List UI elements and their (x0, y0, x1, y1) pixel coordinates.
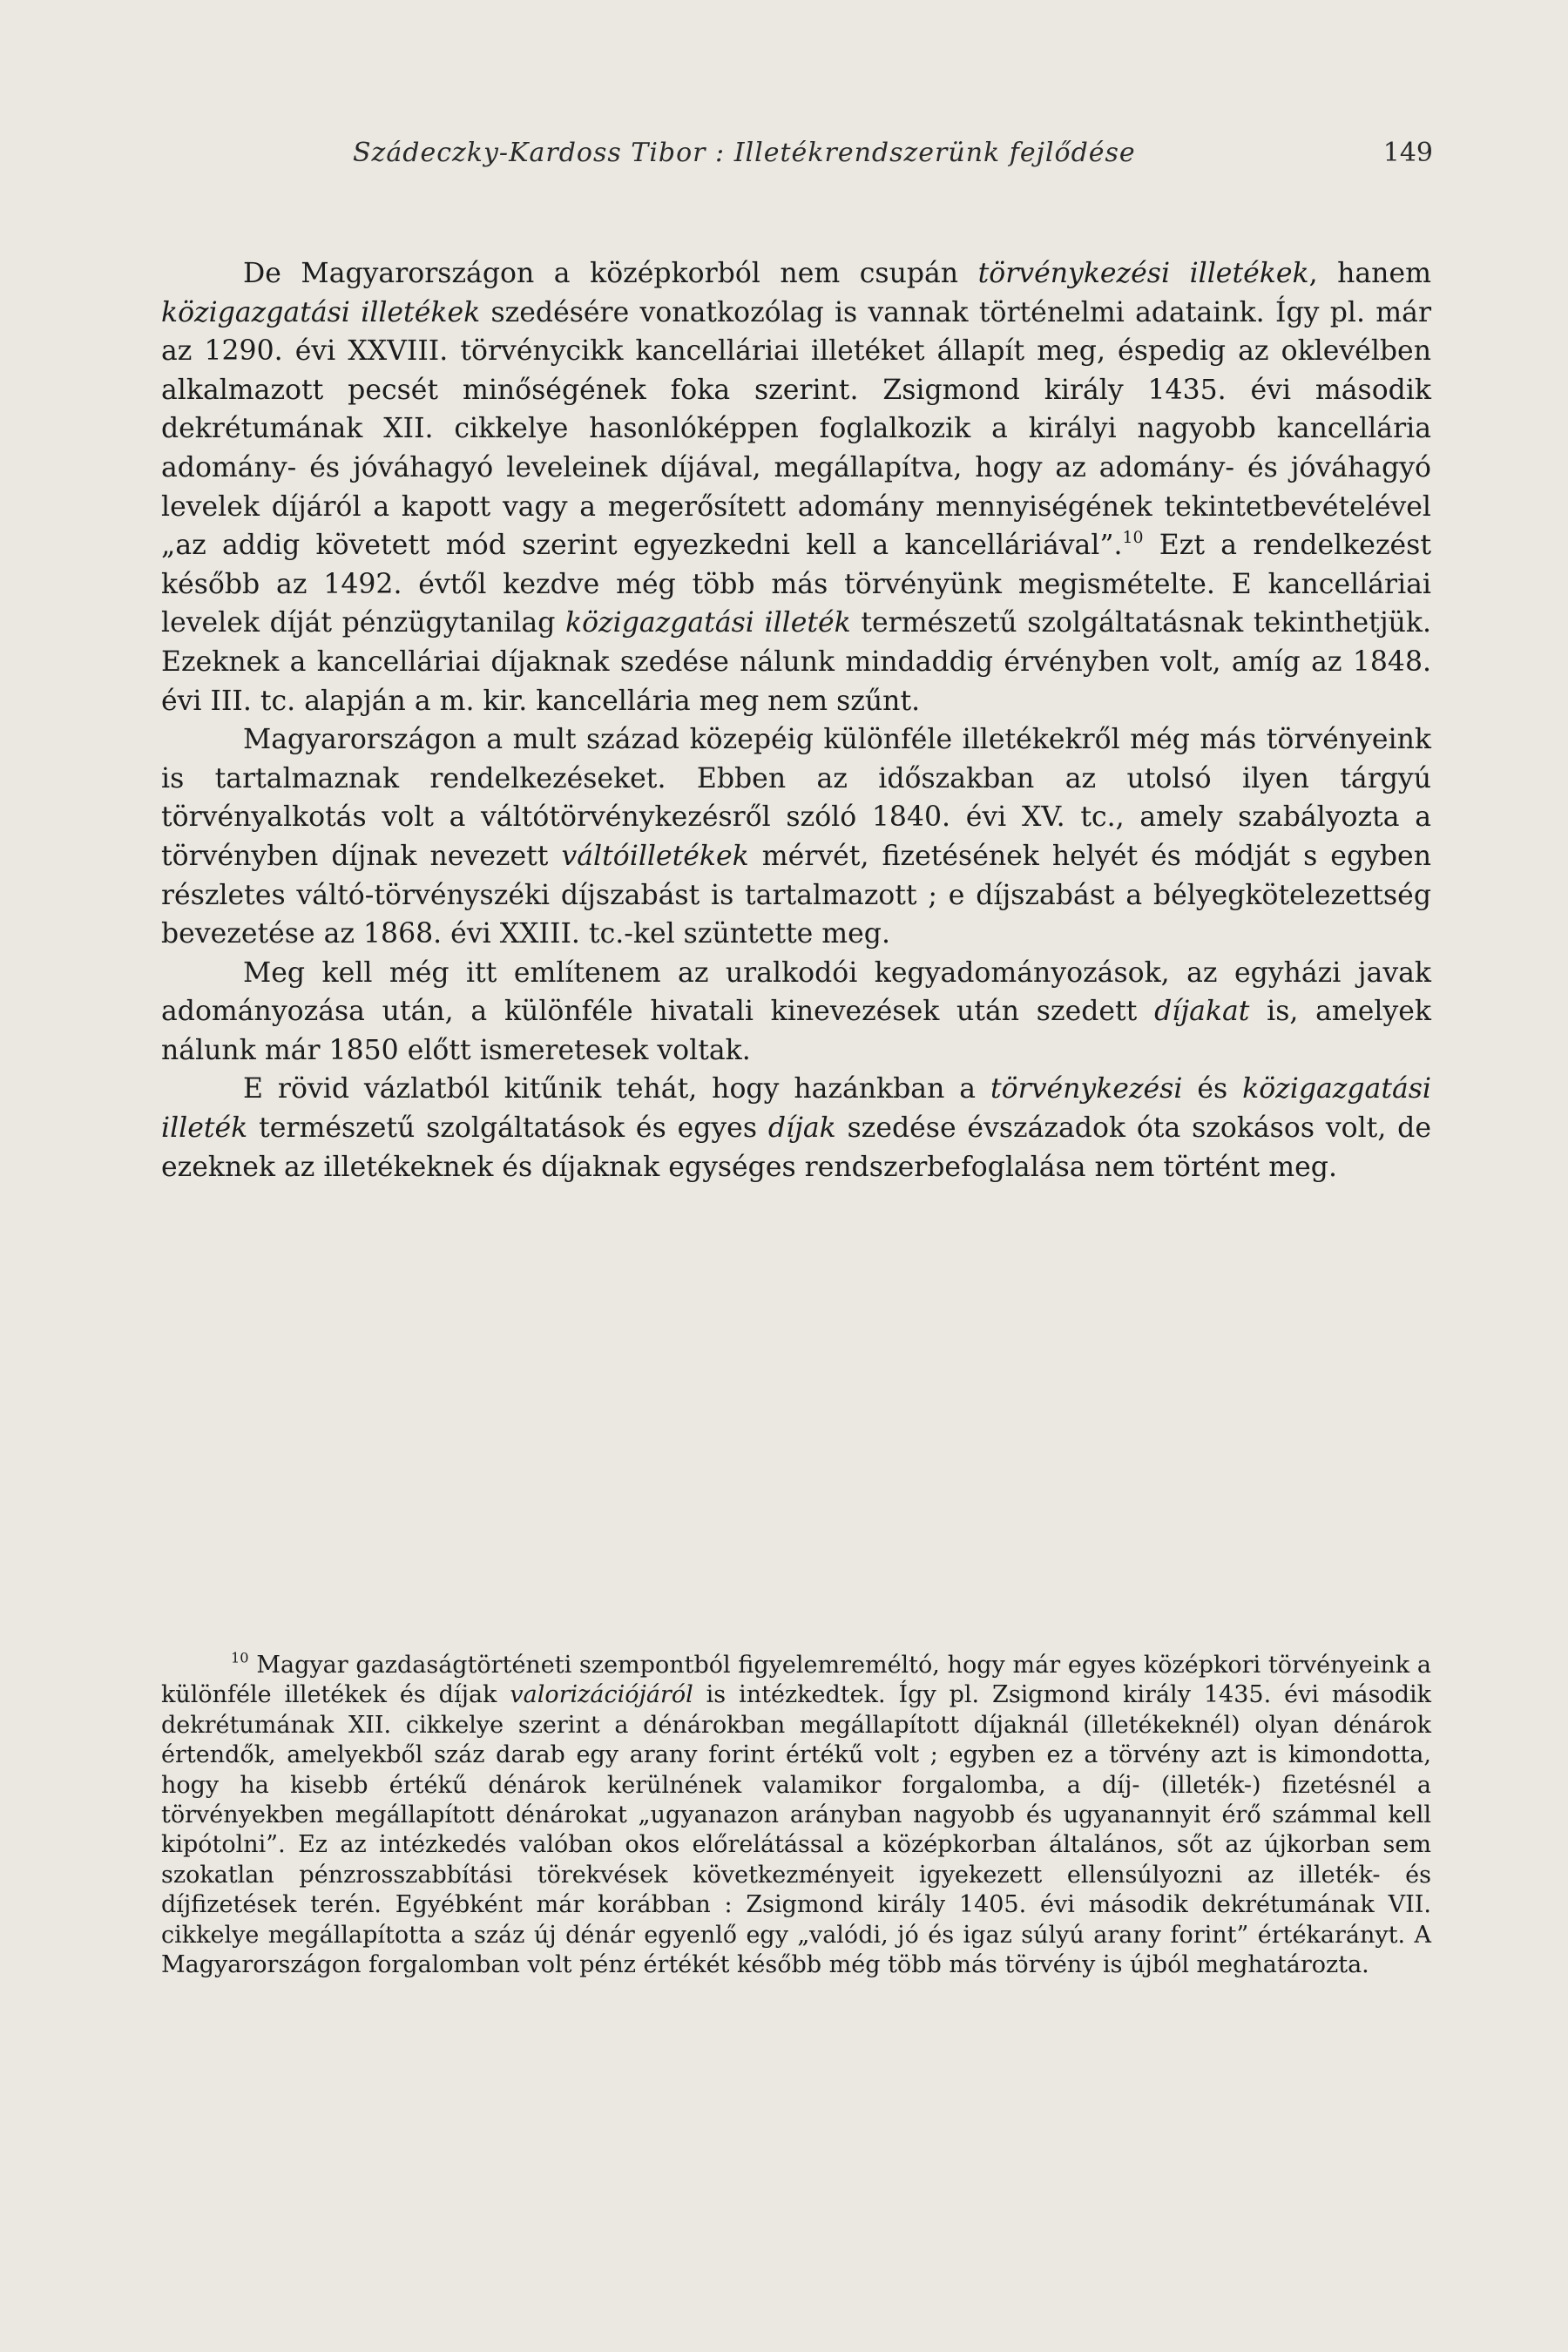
text-run: is intézkedtek. Így pl. Zsigmond király 1435. évi második dekrétumának XII. cikkelye szerint a dénárokban megállapított díjaknál (illetékeknél) olyan dénárok értendők, amelyekből száz darab egy arany forint értékű volt ; egyben ez a törvény azt is kimondotta, hogy ha kisebb értékű dénárok kerülnének valamikor forgalomba, a díj- (illeték-) fizetésnél a törvényekben megállapított dénárokat „ugyanazon arányban nagyobb és ugyanannyit érő számmal kell kipótolni”. Ez az intézkedés valóban okos előrelátással a középkorban általános, sőt az újkorban sem szokatlan pénzrosszabbítási törekvések következményeit igyekezett ellensúlyozni az illeték- és díjfizetések terén. Egyébként már korábban : Zsigmond király 1405. évi második dekrétumának VII. cikkelye megállapította a száz új dénár egyenlő egy „valódi, jó és igaz súlyú arany forint” értékarányt. A Magyarországon forgalomban volt pénz értékét később még több más törvény is újból meghatározta. (161, 1681, 1431, 1979)
paragraph (161, 1070, 1431, 1186)
text-run: E rövid vázlatból kitűnik tehát, hogy hazánkban a (243, 1073, 991, 1105)
running-head (161, 138, 1433, 172)
page-number: 149 (1382, 138, 1433, 168)
paragraph (161, 954, 1431, 1071)
emphasis: törvénykezési illetékek (977, 258, 1309, 289)
text-run: is, amelyek nálunk már 1850 előtt ismeretesek voltak. (161, 996, 1432, 1066)
text-run: szedése évszázadok óta szokásos volt, de ezeknek az illetékeknek és díjaknak egységes rendszerbefoglalása nem történt meg. (161, 1112, 1431, 1183)
emphasis: váltóilletékek (561, 840, 749, 872)
paragraph (161, 720, 1431, 954)
footnotes (161, 1651, 1431, 1980)
text-run: mérvét, fizetésének helyét és módját s egyben részletes váltó-törvényszéki díjszabást is tartalmazott ; e díjszabást a bélyegkötelezettség bevezetése az 1868. évi XXIII. tc.-kel szüntette meg. (161, 840, 1431, 950)
emphasis: közigazgatási illeték (161, 1073, 1431, 1145)
emphasis: törvénykezési (990, 1073, 1183, 1105)
body-text (161, 254, 1431, 1186)
text-run: De Magyarországon a középkorból nem csupán (243, 258, 978, 289)
text-run: természetű szolgáltatásnak tekinthetjük. Ezeknek a kancelláriai díjaknak szedése nálunk mindaddig érvényben volt, amíg az 1848. évi III. tc. alapján a m. kir. kancellária meg nem szűnt. (161, 607, 1431, 717)
running-title: Szádeczky-Kardoss Tibor : Illetékrendszerünk fejlődése (353, 138, 1136, 168)
footnote-ref: 10 (1122, 527, 1144, 547)
text-run: és (1182, 1073, 1243, 1105)
emphasis: díjakat (1154, 996, 1250, 1028)
emphasis: közigazgatási illeték (565, 607, 851, 639)
text-run: Magyar gazdaságtörténeti szempontból figyelemreméltó, hogy már egyes középkori törvényeink a különféle illetékek és díjak (161, 1652, 1431, 1709)
text-run: , hanem (1308, 258, 1431, 289)
footnote (161, 1651, 1431, 1980)
text-run: természetű szolgáltatások és egyes (247, 1112, 768, 1145)
text-run: Magyarországon a mult század közepéig különféle illetékekről még más törvényeink is tartalmaznak rendelkezéseket. Ebben az időszakban az utolsó ilyen tárgyú törvényalkotás volt a váltótörvénykezésről szóló 1840. évi XV. tc., amely szabályozta a törvényben díjnak nevezett (161, 724, 1431, 872)
emphasis: közigazgatási illetékek (161, 296, 481, 328)
emphasis: díjak (767, 1112, 836, 1145)
footnote-ref: 10 (231, 1649, 249, 1666)
text-run: Meg kell még itt említenem az uralkodói kegyadományozások, az egyházi javak adományozása után, a különféle hivatali kinevezések után szedett (161, 956, 1431, 1028)
text-run: szedésére vonatkozólag is vannak történelmi adataink. Így pl. már az 1290. évi XXVIII. törvénycikk kancelláriai illetéket állapít meg, éspedig az oklevélben alkalmazott pecsét minőségének foka szerint. Zsigmond király 1435. évi második dekrétumának XII. cikkelye hasonlóképpen foglalkozik a királyi nagyobb kancellária adomány- és jóváhagyó leveleinek díjával, megállapítva, hogy az adomány- és jóváhagyó levelek díjáról a kapott vagy a megerősített adomány mennyiségének tekintetbevételével „az addig követett mód szerint egyezkedni kell a kancelláriával”. (161, 296, 1431, 562)
text-run: Ezt a rendelkezést később az 1492. évtől kezdve még több más törvényünk megismételte. E kancelláriai levelek díját pénzügytanilag (161, 530, 1432, 639)
emphasis: valorizációjáról (510, 1681, 693, 1709)
paragraph (161, 254, 1431, 720)
